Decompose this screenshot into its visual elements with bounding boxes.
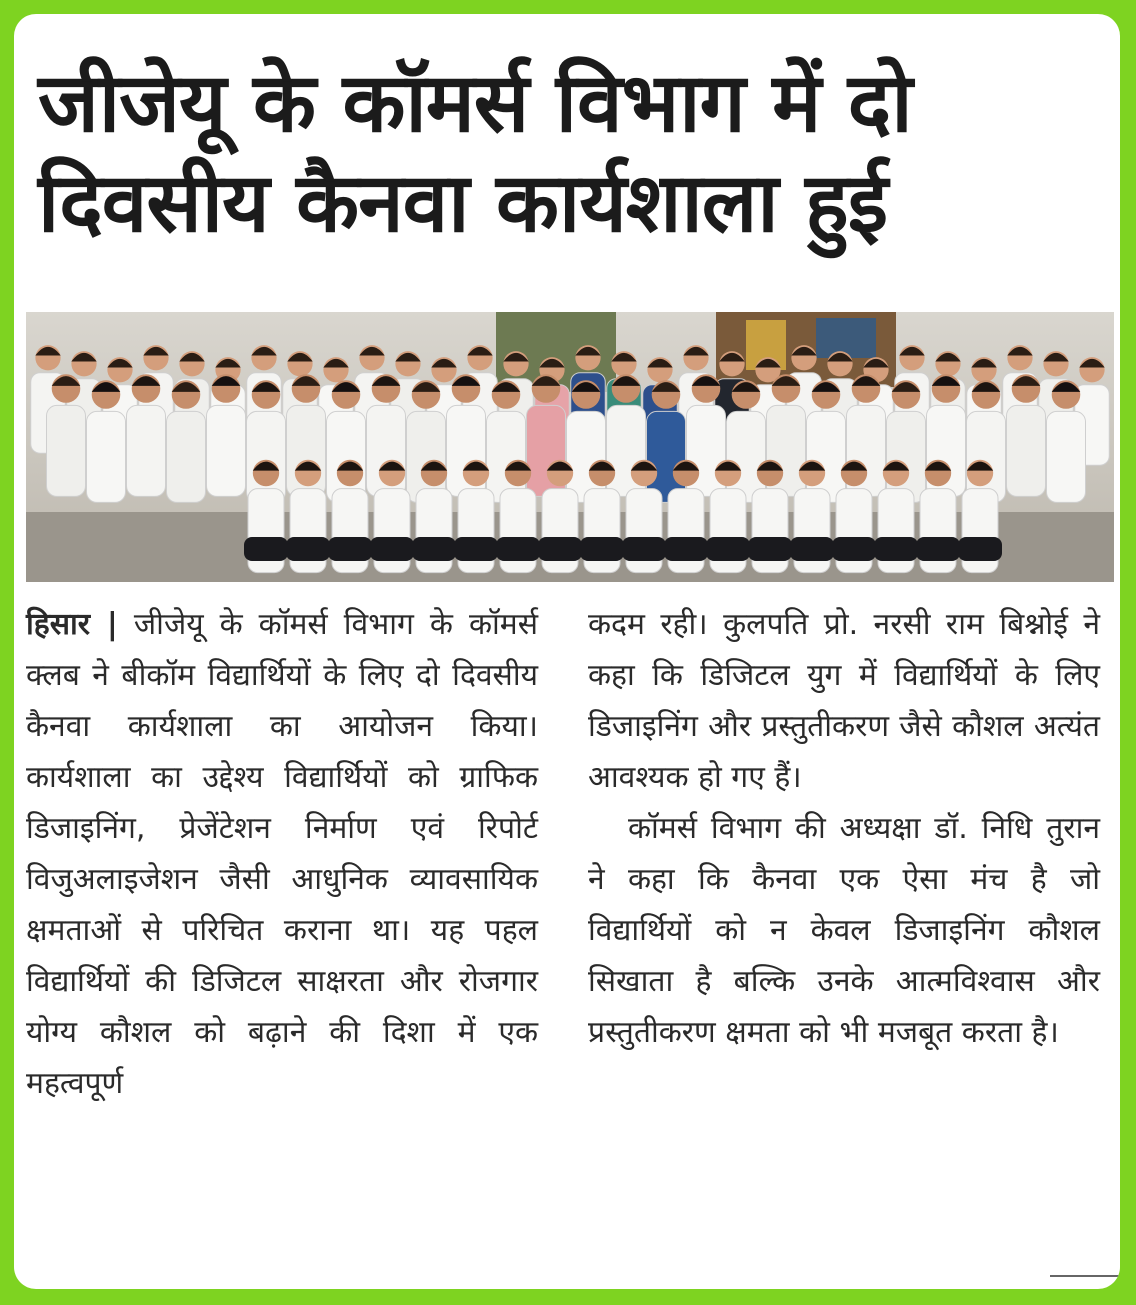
person-legs: [748, 537, 792, 561]
body-text: जीजेयू के कॉमर्स विभाग के कॉमर्स क्लब ने बीकॉम विद्यार्थियों के लिए दो दिवसीय कैनवा कार्यशाला का आयोजन किया। कार्यशाला का उद्देश्य विद्यार्थियों को ग्राफिक डिजाइनिंग, प्रेजेंटेशन निर्माण एवं रिपोर्ट विजुअलाइजेशन जैसी आधुनिक व्यावसायिक क्षमताओं से परिचित कराना था। यह पहल विद्यार्थियों की डिजिटल साक्षरता और रोजगार योग्य कौशल को बढ़ाने की दिशा में एक महत्वपूर्ण: [26, 607, 538, 1101]
paragraph: कॉमर्स विभाग की अध्यक्षा डॉ. निधि तुरान ने कहा कि कैनवा एक ऐसा मंच है जो विद्यार्थियों को न केवल डिजाइनिंग कौशल सिखाता है बल्कि उनके आत्मविश्वास और प्रस्तुतीकरण क्षमता को भी मजबूत करता है।: [588, 811, 1100, 1050]
article-column-right: [588, 599, 1100, 1058]
person-legs: [832, 537, 876, 561]
person-figure: [127, 374, 166, 496]
paragraph: कदम रही। कुलपति प्रो. नरसी राम बिश्नोई ने कहा कि डिजिटल युग में विद्यार्थियों के लिए डिजाइनिंग और प्रस्तुतीकरण जैसे कौशल अत्यंत आवश्यक हो गए हैं।: [588, 607, 1100, 795]
headline: जीजेयू के कॉमर्स विभाग में दो दिवसीय कैनवा कार्यशाला हुई: [38, 56, 912, 251]
person-figure: [87, 380, 126, 502]
person-legs: [454, 537, 498, 561]
person-legs: [958, 537, 1002, 561]
person-legs: [328, 537, 372, 561]
person-legs: [664, 537, 708, 561]
paragraph: [26, 599, 538, 1109]
person-legs: [916, 537, 960, 561]
person-legs: [244, 537, 288, 561]
divider: [1050, 1275, 1120, 1277]
person-figure: [1047, 380, 1086, 502]
person-legs: [706, 537, 750, 561]
dateline: हिसार |: [26, 607, 118, 642]
person-legs: [496, 537, 540, 561]
person-figure: [207, 374, 246, 496]
news-clipping: [14, 14, 1120, 1289]
person-legs: [412, 537, 456, 561]
article-column-left: [26, 599, 538, 1109]
person-legs: [538, 537, 582, 561]
person-legs: [622, 537, 666, 561]
person-legs: [370, 537, 414, 561]
person-legs: [286, 537, 330, 561]
person-figure: [167, 380, 206, 502]
person-legs: [580, 537, 624, 561]
person-figure: [1007, 374, 1046, 496]
person-figure: [47, 374, 86, 496]
person-legs: [790, 537, 834, 561]
group-photo: [26, 312, 1114, 582]
person-legs: [874, 537, 918, 561]
